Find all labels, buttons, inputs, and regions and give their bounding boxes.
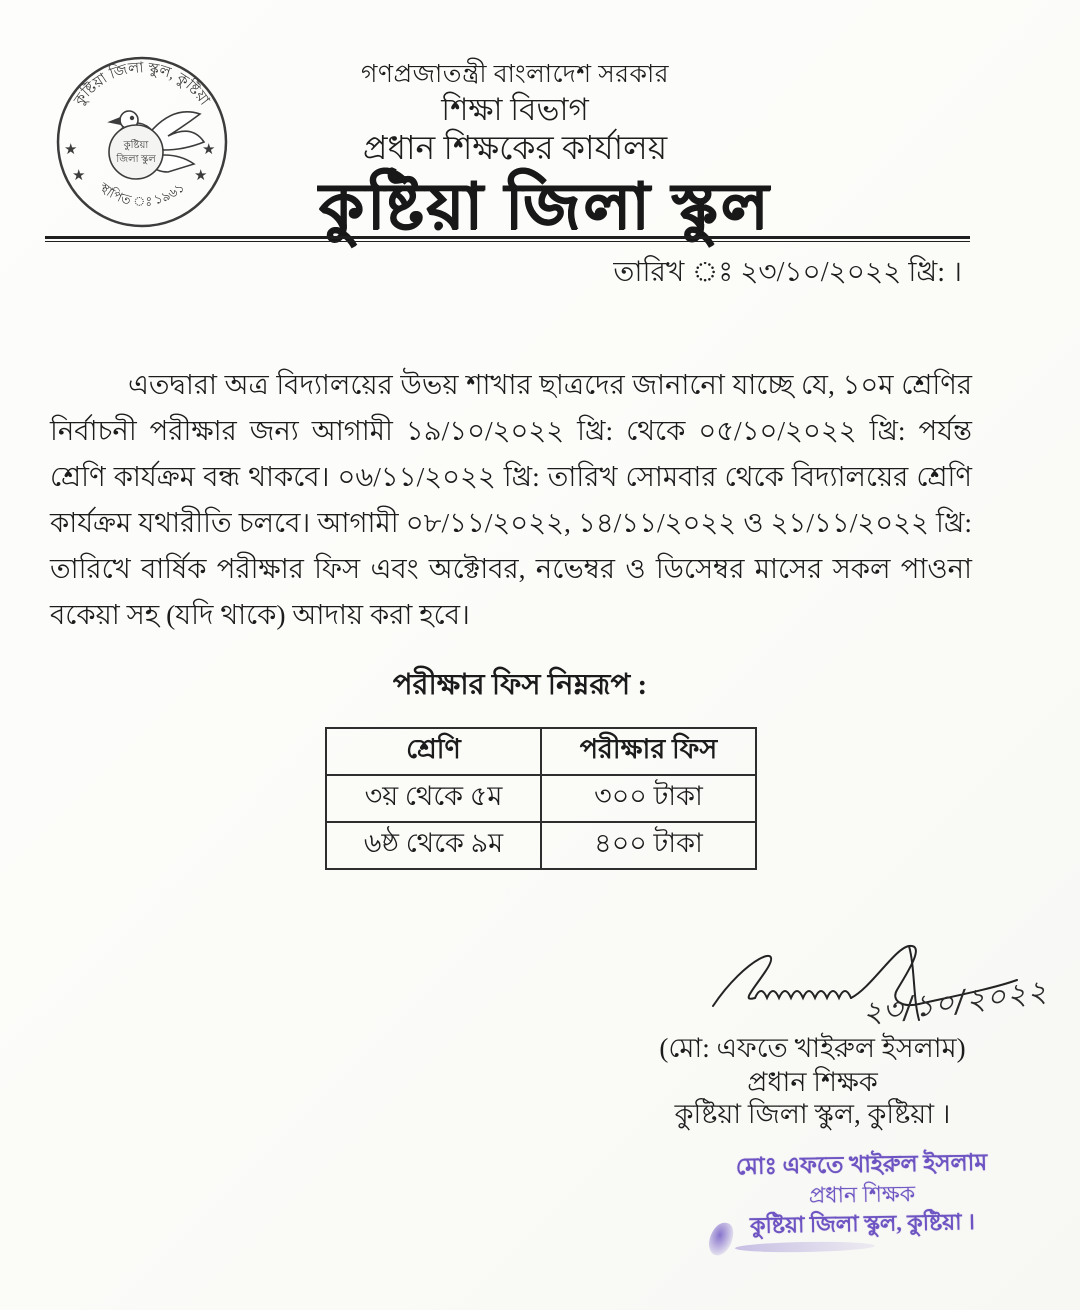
fees-table-header-row [326,728,756,775]
fees-table-cell-class: ৩য় থেকে ৫ম [326,775,541,822]
signatory-school: কুষ্টিয়া জিলা স্কুল, কুষ্টিয়া । [674,1099,951,1129]
fees-table-row [326,775,756,822]
stamp-title: প্রধান শিক্ষক [808,1181,916,1208]
seal-center-line2: জিলা স্কুল [116,154,156,165]
fees-table-cell-fee: ৪০০ টাকা [541,822,756,869]
seal-center-line1: কুষ্টিয়া [123,140,149,151]
headmaster-stamp [711,1147,1013,1241]
fees-heading: পরীক্ষার ফিস নিম্নরূপ : [392,669,648,701]
star-icon: ★ [194,168,208,184]
seal-bottom-text: স্থাপিত ঃ ১৯৬১ [96,179,188,209]
government-line: গণপ্রজাতন্ত্রী বাংলাদেশ সরকার [360,61,670,88]
header-divider [45,236,970,242]
signatory-title: প্রধান শিক্ষক [747,1067,878,1097]
fees-table-header-fee: পরীক্ষার ফিস [541,728,756,775]
signature-date: ২৩/১০/২০২২ [860,973,1050,1032]
star-icon: ★ [202,142,216,158]
seal-top-text: কুষ্টিয়া জিলা স্কুল, কুষ্টিয়া [71,60,213,109]
fees-table-cell-fee: ৩০০ টাকা [541,775,756,822]
fees-table [325,727,757,870]
star-icon: ★ [64,142,78,158]
stamp-school: কুষ্টিয়া জিলা স্কুল, কুষ্টিয়া । [749,1209,976,1238]
fees-table-cell-class: ৬ষ্ঠ থেকে ৯ম [326,822,541,869]
stamp-name: মোঃ এফতে খাইরুল ইসলাম [735,1149,988,1180]
fees-table-header-class: শ্রেণি [326,728,541,775]
signatory-name: (মো: এফতে খাইরুল ইসলাম) [659,1033,966,1063]
office-line: প্রধান শিক্ষকের কার্যালয় [362,131,668,167]
department-line: শিক্ষা বিভাগ [441,92,589,127]
stamp-ink-blob [706,1220,736,1259]
date-line: তারিখ ঃ ২৩/১০/২০২২ খ্রি: । [613,257,962,288]
star-icon: ★ [72,168,86,184]
school-name-title: কুষ্টিয়া জিলা স্কুল [318,171,772,242]
fees-table-row [326,822,756,869]
notice-body: এতদ্বারা অত্র বিদ্যালয়ের উভয় শাখার ছাত্রদের জানানো যাচ্ছে যে, ১০ম শ্রেণির নির্বাচনী পরীক্ষার জন্য আগামী ১৯/১০/২০২২ খ্রি: থেকে ০৫/১০/২০২২ খ্রি: পর্যন্ত শ্রেণি কার্যক্রম বন্ধ থাকবে। ০৬/১১/২০২২ খ্রি: তারিখ সোমবার থেকে বিদ্যালয়ের শ্রেণি কার্যক্রম যথারীতি চলবে। আগামী ০৮/১১/২০২২, ১৪/১১/২০২২ ও ২১/১১/২০২২ খ্রি: তারিখে বার্ষিক পরীক্ষার ফিস এবং অক্টোবর, নভেম্বর ও ডিসেম্বর মাসের সকল পাওনা বকেয়া সহ (যদি থাকে) আদায় করা হবে। [50,369,972,630]
stamp-ink-smudge [735,1241,875,1253]
